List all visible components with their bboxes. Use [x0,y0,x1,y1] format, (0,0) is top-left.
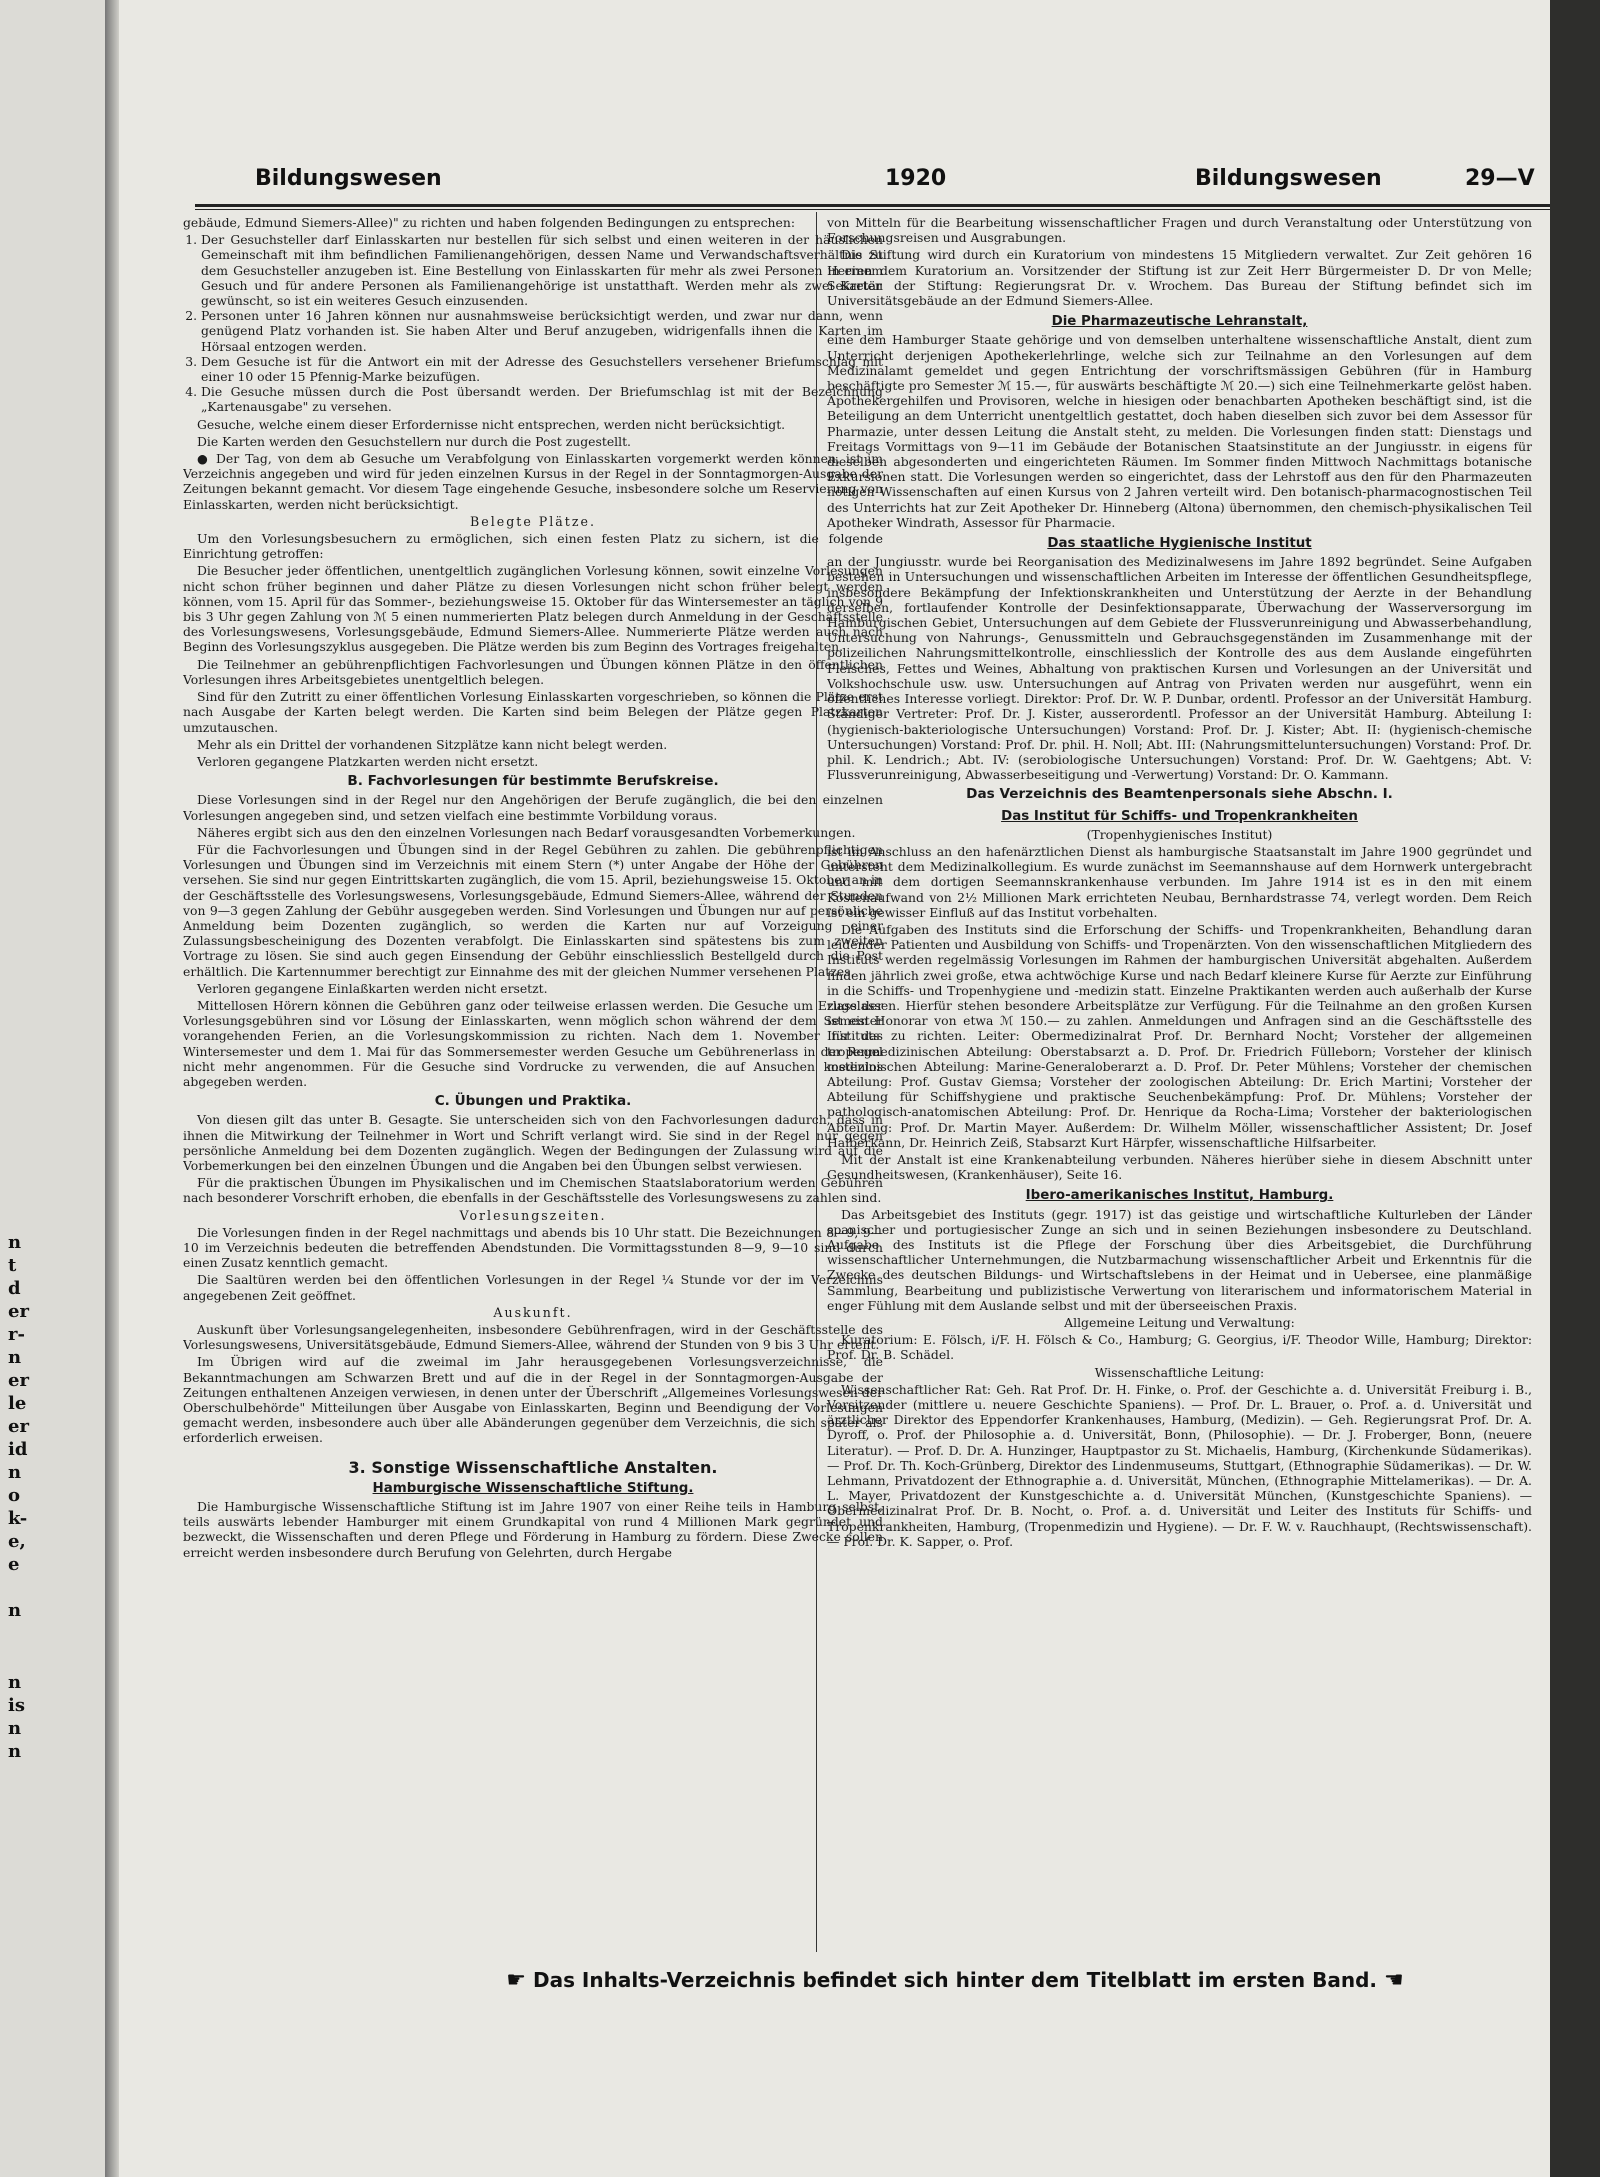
header-right-title: Bildungswesen [1195,166,1382,191]
paragraph: Die Aufgaben des Instituts sind die Erforschung der Schiffs- und Tropenkrankheiten, Behandlung daran leidender Patienten und Ausbildung von Schiffs- und Tropenärzten. Von den wissenschaftlichen Mitgliedern des Instituts werden regelmässig Vorlesungen im Rahmen der hamburgischen Universität abgehalten. Außerdem finden jährlich zwei große, etwa achtwöchige Kurse und nach Bedarf kleinere Kurse für Aerzte zur Einführung in die Schiffs- und Tropenhygiene und -medizin statt. Einzelne Praktikanten werden auch außerhalb der Kurse zugelassen. Hierfür stehen besondere Arbeitsplätze zur Verfügung. Für die Teilnahme an den großen Kursen ist ein Honorar von etwa ℳ 150.— zu zahlen. Anmeldungen und Anfragen sind an die Geschäftsstelle des Instituts zu richten. Leiter: Obermedizinalrat Prof. Dr. Bernhard Nocht; Vorsteher der allgemeinen tropenmedizinischen Abteilung: Oberstabsarzt a. D. Prof. Dr. Friedrich Fülleborn; Vorsteher der klinisch medizinischen Abteilung: Marine-Generaloberarzt a. D. Prof. Dr. Peter Mühlens; Vorsteher der chemischen Abteilung: Prof. Gustav Giemsa; Vorsteher der zoologischen Abteilung: Dr. Erich Martini; Vorsteher der Abteilung für Schiffshygiene und praktische Seuchenbekämpfung: Prof. Dr. Mühlens; Vorsteher der pathologisch-anatomischen Abteilung: Prof. Dr. Henrique da Rocha-Lima; Vorsteher der bakteriologischen Abteilung: Prof. Dr. Martin Mayer. Außerdem: Dr. Wilhelm Möller, wissenschaftlicher Assistent; Dr. Josef Halberkann, Dr. Heinrich Zeiß, Stabsarzt Kurt Härpfer, wissenschaftliche Hilfsarbeiter. [827,921,1532,1150]
section-heading-b: B. Fachvorlesungen für bestimmte Berufskreise. [347,773,719,790]
paragraph: ist im Anschluss an den hafenärztlichen Dienst als hamburgische Staatsanstalt im Jahre 1900 gegründet und untersteht dem Medizinalkollegium. Es wurde zunächst im Seemannshause auf dem Hornwerk untergebracht und mit dem dortigen Seemannskrankenhause verbunden. Im Jahre 1914 ist es in den mit einem Kostenaufwand von 2½ Millionen Mark errichteten Neubau, Bernhardstrasse 74, verlegt worden. Dem Reich ist ein gewisser Einfluß auf das Institut vorbehalten. [827,843,1532,920]
left-column [183,215,883,1975]
paragraph: Gesuche, welche einem dieser Erfordernisse nicht entsprechen, werden nicht berücksichtigt. [197,416,786,432]
subheading-vorlesungszeiten: Vorlesungszeiten. [459,1207,607,1223]
subheading-auskunft: Auskunft. [493,1304,573,1320]
paragraph: Mehr als ein Drittel der vorhandenen Sitzplätze kann nicht belegt werden. [197,736,668,752]
paragraph: Das Arbeitsgebiet des Instituts (gegr. 1917) ist das geistige und wirtschaftliche Kulturleben der Länder spanischer und portugiesischer Zunge an sich und in seinen Beziehungen insbesondere zu Deutschland. Aufgabe des Instituts ist die Pflege der Forschung über dies Arbeitsgebiet, die Durchführung wissenschaftlicher Unternehmungen, die Nutzbarmachung wissenschaftlicher Arbeit und Erkenntnis für die Zwecke des deutschen Bildungs- und Wirtschaftslebens in der Heimat und in Uebersee, eine planmäßige Sammlung, Bearbeitung und publizistische Verwertung von literarischem und informatorischem Material in enger Fühlung mit dem Auslande selbst und mit der überseeischen Praxis. [827,1206,1532,1313]
header-rule-thin [195,209,1580,210]
rule-item: 4. Die Gesuche müssen durch die Post übersandt werden. Der Briefumschlag ist mit der Bezeichnung „Kartenausgabe" zu versehen. [201,384,883,414]
paragraph: Sind für den Zutritt zu einer öffentlichen Vorlesung Einlasskarten vorgeschrieben, so können die Plätze erst nach Ausgabe der Karten belegt werden. Die Karten sind beim Belegen der Plätze gegen Platzkarten umzutauschen. [183,689,883,735]
footer-notice [405,1968,1505,1993]
edge-letter: er [8,1301,29,1322]
paragraph: Die Karten werden den Gesuchstellern nur durch die Post zugestellt. [197,433,631,449]
institute-heading-tropen: Das Institut für Schiffs- und Tropenkrankheiten [1001,808,1358,824]
edge-letter: er [8,1370,29,1391]
paragraph: Mittellosen Hörern können die Gebühren ganz oder teilweise erlassen werden. Die Gesuche um Erlass der Vorlesungsgebühren sind vor Lösung der Einlasskarten, wenn möglich schon während der dem Semester vorangehenden Ferien, an die Vorlesungskommission zu richten. Nach dem 1. November für das Wintersemester und dem 1. Mai für das Sommersemester werden Gesuche um Gebührenerlass in der Regel nicht mehr angenommen. Für die Gesuche sind Vordrucke zu verwenden, die auf Ansuchen kostenlos abgegeben werden. [183,997,883,1089]
edge-letter: e, [8,1531,26,1552]
section-heading-3: 3. Sonstige Wissenschaftliche Anstalten. [348,1457,718,1477]
edge-letter: e [8,1554,20,1575]
rule-item: 1. Der Gesuchsteller darf Einlasskarten nur bestellen für sich selbst und einen weiteren in der häuslichen Gemeinschaft mit ihm befindlichen Familienangehörigen, dessen Name und Verwandschaftsverhältnis zu dem Gesuchsteller anzugeben ist. Eine Bestellung von Einlasskarten für mehr als zwei Personen in einem Gesuch und für andere Personen als Familienangehörige ist unstatthaft. Werden mehr als zwei Karten gewünscht, so ist ein weiteres Gesuch einzusenden. [201,232,883,308]
edge-letter: n [8,1718,22,1739]
edge-letter: n [8,1347,22,1368]
rules-list [183,232,883,414]
edge-letter: is [8,1695,25,1716]
institute-heading-hygiene: Das staatliche Hygienische Institut [1047,536,1312,552]
right-column [827,215,1532,1975]
paragraph: Die Saaltüren werden bei den öffentlichen Vorlesungen in der Regel ¼ Stunde vor der im Verzeichnis angegebenen Zeit geöffnet. [183,1272,883,1303]
rule-item: 3. Dem Gesuche ist für die Antwort ein mit der Adresse des Gesuchstellers versehener Briefumschlag mit einer 10 oder 15 Pfennig-Marke beizufügen. [201,354,883,384]
header-page-number: 29—V [1465,166,1535,191]
edge-letter: o [8,1485,21,1506]
paragraph: Für die praktischen Übungen im Physikalischen und im Chemischen Staatslaboratorium werden Gebühren nach besonderer Vorschrift erhoben, die ebenfalls in der Geschäftsstelle des Vorlesungswesens zu zahlen sind. [183,1175,883,1206]
subheading-belegte-plaetze: Belegte Plätze. [470,513,596,529]
paragraph: von Mitteln für die Bearbeitung wissenschaftlicher Fragen und durch Veranstaltung oder Unterstützung von Forschungsreisen und Ausgrabungen. [827,215,1532,246]
previous-page-letters [0,0,105,2177]
paragraph: Diese Vorlesungen sind in der Regel nur den Angehörigen der Berufe zugänglich, die bei den einzelnen Vorlesungen angegeben sind, und setzen vielfach eine bestimmte Vorbildung voraus. [183,792,883,823]
subheading-wiss-leitung: Wissenschaftliche Leitung: [1094,1364,1265,1380]
beamten-reference: Das Verzeichnis des Beamtenpersonals siehe Abschn. I. [966,786,1393,803]
paragraph: Die Besucher jeder öffentlichen, unentgeltlich zugänglichen Vorlesung können, sowit einzelne Vorlesungen nicht schon früher beginnen und daher Plätze zu diesen Vorlesungen nicht schon früher belegt werden können, vom 15. April für das Sommer-, beziehungsweise 15. Oktober für das Wintersemester an täglich von 9 bis 3 Uhr gegen Zahlung von ℳ 5 einen nummerierten Platz belegen durch Anmeldung in der Geschäftsstelle des Vorlesungswesens, Vorlesungsgebäude, Edmund Siemers-Allee. Nummerierte Plätze werden auch nach Beginn des Vorlesungszyklus ausgegeben. Die Plätze werden bis zum Beginn des Vortrages freigehalten. [183,563,883,655]
edge-letter: id [8,1439,28,1460]
edge-letter: n [8,1672,22,1693]
paragraph: Die Teilnehmer an gebührenpflichtigen Fachvorlesungen und Übungen können Plätze in den öffentlichen Vorlesungen ihres Arbeitsgebietes unentgeltlich belegen. [183,656,883,687]
intro-text: gebäude, Edmund Siemers-Allee)" zu richten und haben folgenden Bedingungen zu entsprechen: [183,215,795,230]
edge-letter: n [8,1232,22,1253]
paragraph: Im Übrigen wird auf die zweimal im Jahr herausgegebenen Vorlesungsverzeichnisse, die Bekanntmachungen am Schwarzen Brett und auf die in der Regel in der Sonntagmorgen-Ausgabe der Zeitungen enthaltenen Anzeigen verwiesen, in denen unter der Überschrift „Allgemeines Vorlesungswesen der Oberschulbehörde" Mitteilungen über Ausgabe von Einlasskarten, Beginn und Beendigung der Vorlesungen gemacht werden, insbesondere auch über alle Abänderungen gegenüber dem Verzeichnis, die sich später als erforderlich erweisen. [183,1354,883,1446]
page-header [195,160,1575,200]
edge-letter: k- [8,1508,28,1529]
paragraph: Verloren gegangene Einlaßkarten werden nicht ersetzt. [197,980,548,996]
pointing-hand-left-icon: ☚ [1383,1968,1404,1993]
paragraph: Auskunft über Vorlesungsangelegenheiten, insbesondere Gebührenfragen, wird in der Geschäftsstelle des Vorlesungswesens, Universitätsgebäude, Edmund Siemers-Allee, während der Stunden von 9 bis 3 Uhr erteilt. [183,1322,883,1353]
paragraph: eine dem Hamburger Staate gehörige und von demselben unterhaltene wissenschaftliche Anstalt, dient zum Unterricht derjenigen Apothekerlehrlinge, welche sich zur Teilnahme an den Vorlesungen auf dem Medizinalamt gemeldet und gegen Entrichtung der vorschriftsmässigen Gebühren (für in Hamburg beschäftigte pro Semester ℳ 15.—, für auswärts beschäftigte ℳ 20.—) sich eine Teilnehmerkarte gelöst haben. Apothekergehilfen und Provisoren, welche in hiesigen oder benachbarten Apotheken beschäftigt sind, ist die Beteiligung an dem Unterricht unentgeltlich gestattet, doch haben dieselben sich zuvor bei dem Assessor für Pharmazie, unter dessen Leitung die Anstalt steht, zu melden. Die Vorlesungen finden statt: Dienstags und Freitags Vormittags von 9—11 im Gebäude der Botanischen Staatsinstitute an der Jungiusstr. in eigens für dieselben abgesonderten und eingerichteten Räumen. Im Sommer finden Mittwoch Nachmittags botanische Exkursionen statt. Die Vorlesungen werden so eingerichtet, dass der Lehrstoff aus den für den Pharmazeuten nötigen Wissenschaften auf einen Kursus von 2 Jahren verteilt wird. Den botanisch-pharmacognostischen Teil des Unterrichts hat zur Zeit Apotheker Dr. Hinneberg (Altona) übernommen, den chemisch-physikalischen Teil Apotheker Windrath, Assessor für Pharmacie. [827,332,1532,530]
paragraph: Für die Fachvorlesungen und Übungen sind in der Regel Gebühren zu zahlen. Die gebührenpflichtigen Vorlesungen und Übungen sind im Verzeichnis mit einem Stern (*) unter Angabe der Höhe der Gebühren versehen. Sie sind nur gegen Eintrittskarten zugänglich, die vom 15. April, beziehungsweise 15. Oktober an in der Geschäftsstelle des Vorlesungswesens, Vorlesungsgebäude, Edmund Siemers-Allee, während der Stunden von 9—3 gegen Zahlung der Gebühr ausgegeben werden. Sind Vorlesungen und Übungen nur auf persönliche Anmeldung beim Dozenten zugänglich, so werden die Karten nur auf Vorzeigung einer Zulassungsbescheinigung des Dozenten verabfolgt. Die Einlasskarten sind spätestens bis zum zweiten Vortrage zu lösen. Sie sind auch gegen Einsendung der Gebühr einschliesslich Bestellgeld durch die Post erhältlich. Die Kartennummer berechtigt zur Einnahme des mit der gleichen Nummer versehenen Platzes. [183,841,883,979]
pointing-hand-right-icon: ☛ [506,1968,526,1993]
paragraph: Die Hamburgische Wissenschaftliche Stiftung ist im Jahre 1907 von einer Reihe teils in Hamburg selbst, teils auswärts lebender Hamburger mit einem Grundkapital von rund 4 Millionen Mark gegründet und bezweckt, die Wissenschaften und deren Pflege und Förderung in Hamburg zu fördern. Diese Zwecke sollen erreicht werden insbesondere durch Berufung von Gelehrten, durch Hergabe [183,1499,883,1560]
institute-heading-ibero: Ibero-amerikanisches Institut, Hamburg. [1025,1188,1334,1204]
previous-page-edge [0,0,107,2177]
page-gutter [105,0,119,2177]
header-left-title: Bildungswesen [255,166,442,191]
institute-heading-pharmazie: Die Pharmazeutische Lehranstalt, [1051,314,1308,330]
edge-letter: er [8,1416,29,1437]
section-heading-c: C. Übungen und Praktika. [434,1093,632,1110]
edge-letter: d [8,1278,21,1299]
paragraph: Wissenschaftlicher Rat: Geh. Rat Prof. Dr. H. Finke, o. Prof. der Geschichte a. d. Universität Freiburg i. B., Vorsitzender (mittlere u. neuere Geschichte Spaniens). — Prof. Dr. L. Brauer, o. Prof. a. d. Universität und ärztlicher Direktor des Eppendorfer Krankenhauses, Hamburg, (Medizin). — Geh. Regierungsrat Prof. Dr. A. Dyroff, o. Prof. der Philosophie a. d. Universität, Bonn, (Philosophie). — Dr. J. Froberger, Bonn, (neuere Literatur). — Prof. D. Dr. A. Hunzinger, Hauptpastor zu St. Michaelis, Hamburg, (Kirchenkunde Südamerikas). — Prof. Dr. Th. Koch-Grünberg, Direktor des Lindenmuseums, Stuttgart, (Ethnographie Südamerikas). — Dr. W. Lehmann, Privatdozent der Ethnographie a. d. Universität, München, (Ethnographie Mittelamerikas). — Dr. A. L. Mayer, Privatdozent der Kunstgeschichte a. d. Universität München, (Kunstgeschichte Spaniens). — Obermedizinalrat Prof. Dr. B. Nocht, o. Prof. a. d. Universität und Leiter des Instituts für Schiffs- und Tropenkrankheiten, Hamburg, (Tropenmedizin und Hygiene). — Dr. F. W. v. Rauchhaupt, (Rechtswissenschaft). — Prof. Dr. K. Sapper, o. Prof. [827,1381,1532,1549]
paragraph: Näheres ergibt sich aus den den einzelnen Vorlesungen nach Bedarf vorausgesandten Vorbemerkungen. [197,824,856,840]
header-year: 1920 [885,166,947,191]
edge-letter: le [8,1393,27,1414]
institute-heading-hws: Hamburgische Wissenschaftliche Stiftung. [372,1480,694,1496]
edge-letter: r- [8,1324,25,1345]
edge-letter: n [8,1600,22,1621]
header-rule [195,204,1580,207]
paragraph: Die Stiftung wird durch ein Kuratorium von mindestens 15 Mitgliedern verwaltet. Zur Zeit gehören 16 Herren dem Kuratorium an. Vorsitzender der Stiftung ist zur Zeit Herr Bürgermeister D. Dr von Melle; Sekretär der Stiftung: Regierungsrat Dr. v. Wrochem. Das Bureau der Stiftung befindet sich im Universitätsgebäude an der Edmund Siemers-Allee. [827,247,1532,309]
paragraph: Verloren gegangene Platzkarten werden nicht ersetzt. [197,753,539,769]
paragraph: Von diesen gilt das unter B. Gesagte. Sie unterscheiden sich von den Fachvorlesungen dadurch, dass in ihnen die Mitwirkung der Teilnehmer in Wort und Schrift verlangt wird. Sie sind in der Regel nur gegen persönliche Anmeldung bei dem Dozenten zugänglich. Wegen der Bedingungen der Zulassung wird auf die Vorbemerkungen bei den einzelnen Übungen und die Angaben bei den Übungen selbst verwiesen. [183,1112,883,1173]
paragraph: Um den Vorlesungsbesuchern zu ermöglichen, sich einen festen Platz zu sichern, ist die folgende Einrichtung getroffen: [183,531,883,562]
footer-text: Das Inhalts-Verzeichnis befindet sich hinter dem Titelblatt im ersten Band. [532,1968,1378,1992]
edge-letter: n [8,1462,22,1483]
paragraph: Kuratorium: E. Fölsch, i/F. H. Fölsch & Co., Hamburg; G. Georgius, i/F. Theodor Wille, Hamburg; Direktor: Prof. Dr. B. Schädel. [827,1332,1532,1363]
edge-letter: n [8,1741,22,1762]
newspaper-page [105,0,1550,2177]
institute-subtitle: (Tropenhygienisches Institut) [1086,826,1273,842]
paragraph: ● Der Tag, von dem ab Gesuche um Verabfolgung von Einlasskarten vorgemerkt werden können, ist im Verzeichnis angegeben und wird für jeden einzelnen Kursus in der Regel in der Sonntagmorgen-Ausgabe der Zeitungen bekannt gemacht. Vor diesem Tage eingehende Gesuche, insbesondere solche um Reservierung von Einlasskarten, werden nicht berücksichtigt. [183,451,883,512]
paragraph: Mit der Anstalt ist eine Krankenabteilung verbunden. Näheres hierüber siehe in diesem Abschnitt unter Gesundheitswesen, (Krankenhäuser), Seite 16. [827,1151,1532,1183]
paragraph: Die Vorlesungen finden in der Regel nachmittags und abends bis 10 Uhr statt. Die Bezeichnungen 8—9, 9—10 im Verzeichnis bedeuten die betreffenden Abendstunden. Die Vormittagsstunden 8—9, 9—10 sind durch einen Zusatz kenntlich gemacht. [183,1224,883,1271]
subheading-leitung: Allgemeine Leitung und Verwaltung: [1064,1315,1295,1331]
rule-item: 2. Personen unter 16 Jahren können nur ausnahmsweise berücksichtigt werden, und zwar nur dann, wenn genügend Platz vorhanden ist. Sie haben Alter und Beruf anzugeben, widrigenfalls ihnen die Karten im Hörsaal entzogen werden. [201,308,883,354]
edge-letter: t [8,1255,17,1276]
paragraph: an der Jungiusstr. wurde bei Reorganisation des Medizinalwesens im Jahre 1892 begründet. Seine Aufgaben bestehen in Untersuchungen und wissenschaftlichen Arbeiten im Interesse der öffentlichen Gesundheitspflege, insbesondere Bekämpfung der Infektionskrankheiten und Unterstützung der Aerzte in der Behandlung derselben, fortlaufender Kontrolle der Desinfektionsapparate, Überwachung der Wasserversorgung im Hamburgischen Gebiet, Untersuchungen auf dem Gebiete der Flussverunreinigung und Abwasserbehandlung, Untersuchung von Nahrungs-, Genussmitteln und Gebrauchsgegenständen im Zusammenhange mit der polizeilichen Nahrungsmittelkontrolle, einschliesslich der Kontrolle des aus dem Auslande eingeführten Fleisches, Fettes und Weines, Abhaltung von praktischen Kursen und Vorlesungen an der Universität und Volkshochschule usw. usw. Untersuchungen auf Antrag von Privaten werden nur ausgeführt, wenn ein öffentliches Interesse vorliegt. Direktor: Prof. Dr. W. P. Dunbar, ordentl. Professor an der Universität Hamburg. Ständiger Vertreter: Prof. Dr. J. Kister, ausserordentl. Professor an der Universität Hamburg. Abteilung I: (hygienisch-bakteriologische Untersuchungen) Vorstand: Prof. Dr. J. Kister; Abt. II: (hygienisch-chemische Untersuchungen) Vorstand: Prof. Dr. phil. H. Noll; Abt. III: (Nahrungsmitteluntersuchungen) Vorstand: Prof. Dr. phil. K. Lendrich.; Abt. IV: (serobiologische Untersuchungen) Vorstand: Prof. Dr. W. Gaehtgens; Abt. V: Flussverunreinigung, Abwasserbeseitigung und -Verwertung) Vorstand: Dr. O. Kammann. [827,554,1532,783]
